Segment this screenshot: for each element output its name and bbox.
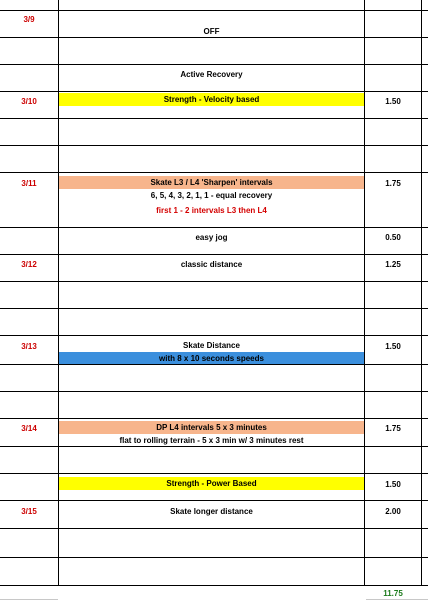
row-divider: [0, 172, 428, 173]
activity-cell: Active Recovery: [180, 69, 243, 79]
total-hours: 11.75: [383, 588, 403, 598]
row-divider: [0, 118, 428, 119]
date-cell: 3/10: [21, 96, 37, 106]
row-divider: [0, 528, 428, 529]
hours-cell: 1.50: [385, 479, 401, 489]
activity-cell: Strength - Power Based: [59, 477, 364, 490]
date-cell: 3/9: [23, 14, 35, 24]
activity-cell: Skate Distance: [183, 341, 240, 350]
row-divider: [0, 227, 428, 228]
date-cell: 3/12: [21, 259, 37, 269]
row-divider: [0, 473, 428, 474]
row-divider: [0, 10, 428, 11]
row-divider: [0, 557, 428, 558]
date-cell: 3/11: [21, 178, 37, 188]
row-divider: [0, 585, 428, 586]
activity-cell: Skate longer distance: [170, 506, 253, 516]
activity-cell: DP L4 intervals 5 x 3 minutes: [59, 421, 364, 434]
activity-cell: Strength - Velocity based: [59, 93, 364, 106]
column-divider-activity: [364, 0, 365, 585]
row-divider: [0, 335, 428, 336]
activity-cell: classic distance: [180, 259, 243, 269]
row-divider: [0, 145, 428, 146]
activity-cell: OFF: [203, 26, 220, 36]
row-divider: [0, 308, 428, 309]
row-divider: [0, 281, 428, 282]
date-cell: 3/14: [21, 423, 37, 433]
date-cell: 3/13: [21, 341, 37, 351]
activity-cell: flat to rolling terrain - 5 x 3 min w/ 3 minutes rest: [119, 436, 304, 445]
column-divider-date: [58, 0, 59, 585]
activity-cell: 6, 5, 4, 3, 2, 1, 1 - equal recovery: [150, 191, 273, 200]
row-divider: [0, 500, 428, 501]
row-divider: [0, 91, 428, 92]
hours-cell: 0.50: [385, 232, 401, 242]
hours-cell: 1.75: [385, 178, 401, 188]
row-divider: [0, 254, 428, 255]
column-divider-hours: [421, 0, 422, 585]
footer-divider: [0, 599, 58, 600]
hours-cell: 1.75: [385, 423, 401, 433]
hours-cell: 2.00: [385, 506, 401, 516]
hours-cell: 1.50: [385, 341, 401, 351]
date-cell: 3/15: [21, 506, 37, 516]
activity-cell: Skate L3 / L4 'Sharpen' intervals: [59, 176, 364, 189]
activity-cell: first 1 - 2 intervals L3 then L4: [156, 205, 267, 215]
activity-cell: with 8 x 10 seconds speeds: [59, 352, 364, 364]
footer-divider: [366, 599, 428, 600]
row-divider: [0, 418, 428, 419]
row-divider: [0, 64, 428, 65]
row-divider: [0, 364, 428, 365]
hours-cell: 1.50: [385, 96, 401, 106]
activity-cell: easy jog: [195, 232, 228, 242]
row-divider: [0, 391, 428, 392]
hours-cell: 1.25: [385, 259, 401, 269]
